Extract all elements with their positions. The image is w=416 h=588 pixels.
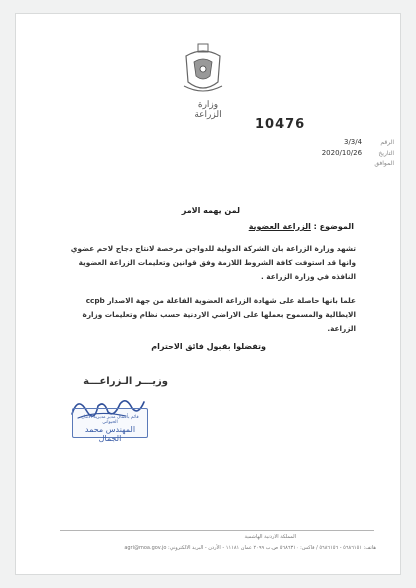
meta-date-value: 2020/10/26 (321, 149, 363, 157)
body-paragraph-2: علما بانها حاصلة على شهادة الزراعة العضوية الفاعلة من جهة الاصدار ccpb الايطالية والمسموح بعملها على الاراضي الاردنية حسب نظام وتعليمات وزارة الزراعة. (82, 296, 356, 333)
minister-title: وزيـــر الـزراعـــة (83, 376, 168, 387)
stamp-title: قائم بأعمال مدير مديرية الانتاج الحيواني (81, 415, 139, 425)
jordan-emblem-icon (180, 42, 226, 98)
meta-date-row (322, 149, 394, 157)
closing-line: وتفضلوا بقبول فائق الاحترام (151, 342, 266, 351)
letter-recipient: لمن يهمه الامر (181, 206, 240, 215)
official-stamp (72, 408, 148, 443)
subject-value: الزراعة العضوية (248, 222, 311, 231)
footer-address: المملكة الاردنية الهاشمية (244, 534, 296, 540)
footer-divider (60, 530, 374, 531)
body-paragraph-1: تشهد وزارة الزراعة بان الشركة الدولية للدواجن مرخصة لانتاج دجاج لاحم عضوي وانها قد استوفت كافة الشروط اللازمة وفق قوانين وتعليمات الزراعة العضوية النافذه في وزارة الزراعة . (70, 244, 356, 281)
meta-ref-value: 3/3/4 (344, 138, 363, 146)
stamp-name: المهندس محمد الجمال (84, 425, 136, 443)
meta-corresponding-row (368, 160, 394, 167)
subject-label: الموضوع : (313, 222, 354, 231)
letter-subject (249, 222, 354, 231)
meta-date-label: التاريخ (378, 150, 394, 157)
meta-corresponding-label: الموافق (374, 160, 394, 167)
footer-contact: هاتف: ٥٦٨٦١٥١ - ٥٦٨٦١٥٦ / فاكس: ٥٦٨٦٣١٠ ص.ب ٢٠٩٩ عمان ١١١٨١ - الأردن - البريد الالكتروني: agri@moa.gov.jo (124, 545, 376, 551)
reference-number: 10476 (255, 117, 306, 132)
ministry-name: وزارة الزراعة (194, 100, 222, 120)
meta-ref-label: الرقم (380, 139, 394, 146)
meta-ref-row (344, 138, 394, 146)
